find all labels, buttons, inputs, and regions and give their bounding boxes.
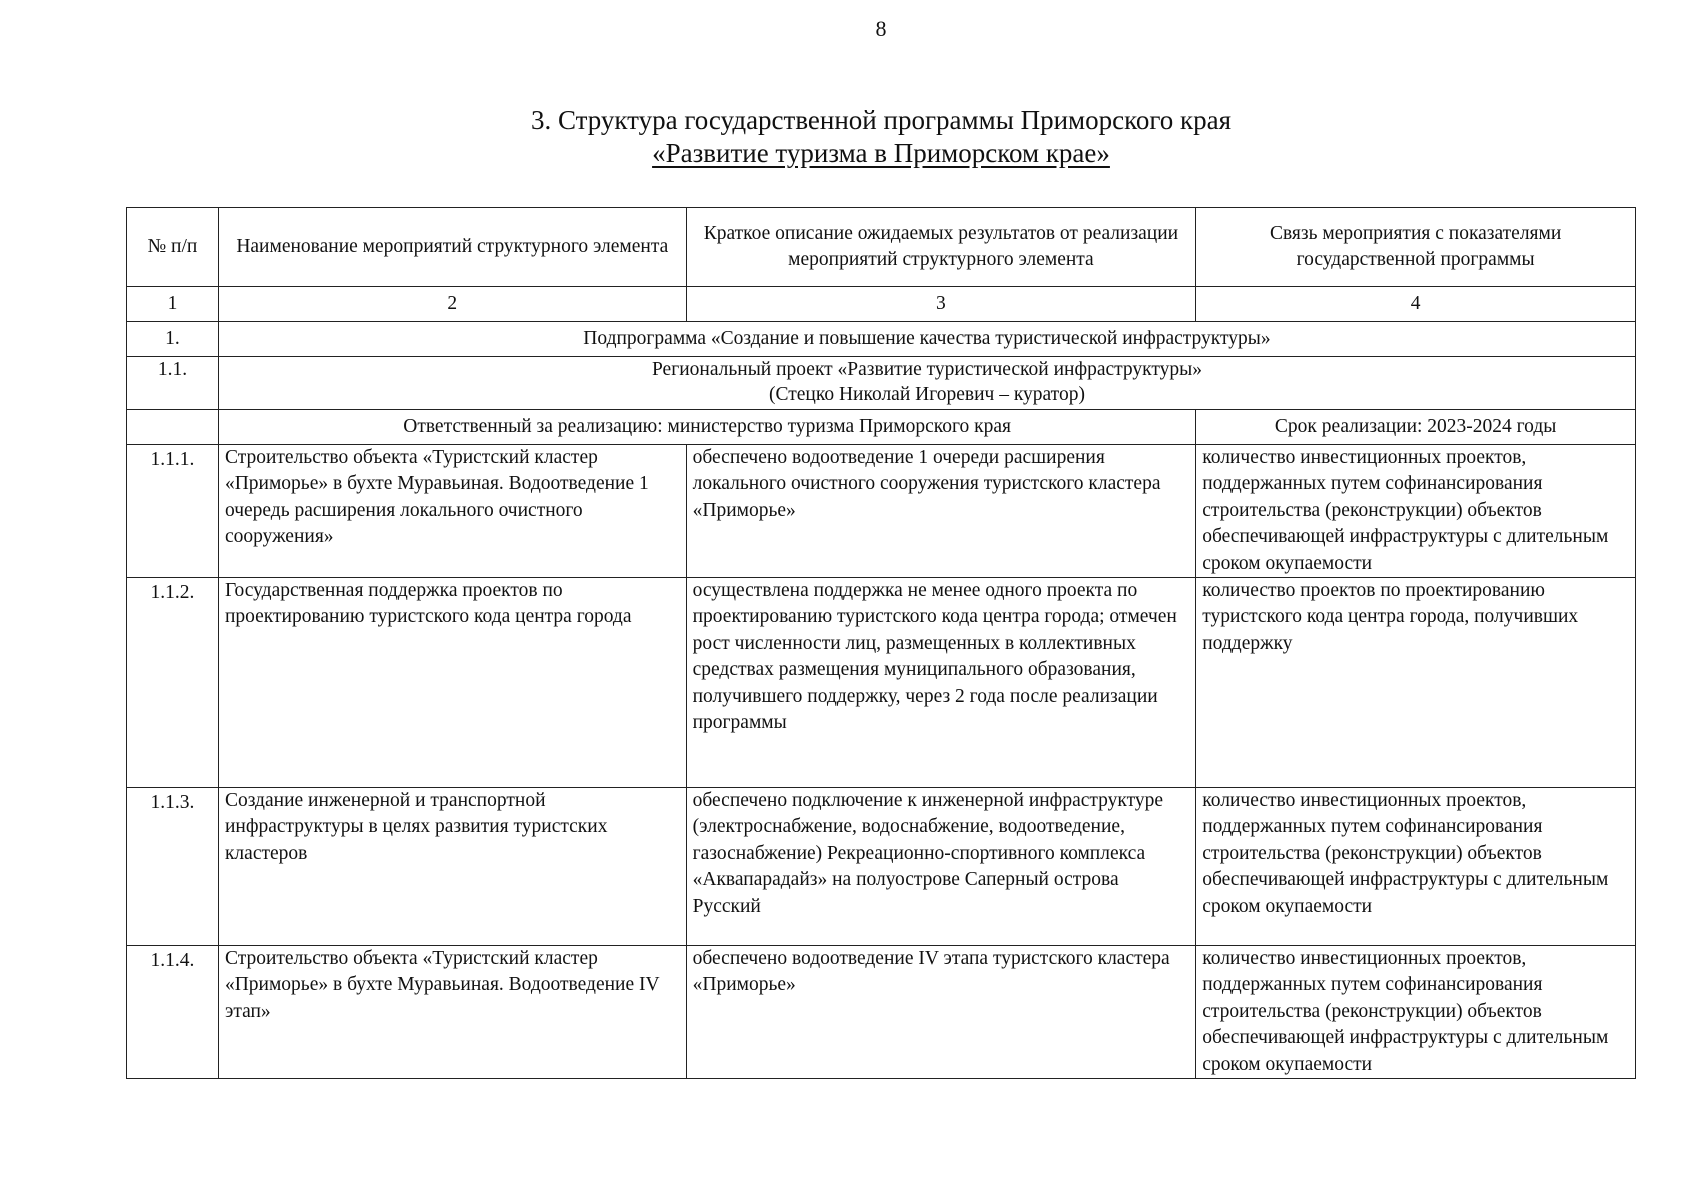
column-number: 2 — [218, 287, 686, 322]
column-number: 4 — [1196, 287, 1636, 322]
term-text: Срок реализации: 2023-2024 годы — [1196, 410, 1636, 445]
empty-cell — [127, 410, 219, 445]
column-number: 1 — [127, 287, 219, 322]
table-row — [127, 445, 1636, 578]
section-num: 1. — [127, 322, 219, 357]
page-number: 8 — [875, 16, 887, 41]
row-num: 1.1.3. — [127, 788, 219, 946]
row-name: Строительство объекта «Туристский кластер «Приморье» в бухте Муравьиная. Водоотведение 1 очередь расширения локального очистного сооружения» — [218, 445, 686, 578]
table-row — [127, 578, 1636, 788]
document-title — [0, 104, 1702, 170]
project-title — [218, 357, 1635, 410]
program-structure-table — [126, 207, 1636, 1079]
project-row — [127, 357, 1636, 410]
header-name: Наименование мероприятий структурного элемента — [218, 208, 686, 287]
row-link: количество инвестиционных проектов, поддержанных путем софинансирования строительства (реконструкции) объектов обеспечивающей инфраструктуры с длительным сроком окупаемости — [1196, 946, 1636, 1079]
row-link: количество проектов по проектированию туристского кода центра города, получивших поддержку — [1196, 578, 1636, 788]
row-num: 1.1.4. — [127, 946, 219, 1079]
column-number-row — [127, 287, 1636, 322]
row-name: Государственная поддержка проектов по проектированию туристского кода центра города — [218, 578, 686, 788]
section-title: Подпрограмма «Создание и повышение качества туристической инфраструктуры» — [218, 322, 1635, 357]
header-link: Связь мероприятия с показателями государственной программы — [1196, 208, 1636, 287]
row-link: количество инвестиционных проектов, поддержанных путем софинансирования строительства (реконструкции) объектов обеспечивающей инфраструктуры с длительным сроком окупаемости — [1196, 788, 1636, 946]
responsible-row — [127, 410, 1636, 445]
row-result: осуществлена поддержка не менее одного проекта по проектированию туристского кода центра города; отмечен рост численности лиц, размещенных в коллективных средствах размещения муниципального образования, получившего поддержку, через 2 года после реализации программы — [686, 578, 1196, 788]
project-curator: (Стецко Николай Игоревич – куратор) — [768, 384, 1085, 405]
row-num: 1.1.2. — [127, 578, 219, 788]
column-number: 3 — [686, 287, 1196, 322]
row-result: обеспечено водоотведение 1 очереди расширения локального очистного сооружения туристского кластера «Приморье» — [686, 445, 1196, 578]
row-result: обеспечено подключение к инженерной инфраструктуре (электроснабжение, водоснабжение, водоотведение, газоснабжение) Рекреационно-спортивного комплекса «Аквапарадайз» на полуострове Саперный острова Русский — [686, 788, 1196, 946]
title-line-2: «Развитие туризма в Приморском крае» — [652, 138, 1110, 168]
row-link: количество инвестиционных проектов, поддержанных путем софинансирования строительства (реконструкции) объектов обеспечивающей инфраструктуры с длительным сроком окупаемости — [1196, 445, 1636, 578]
row-name: Строительство объекта «Туристский кластер «Приморье» в бухте Муравьиная. Водоотведение IV этап» — [218, 946, 686, 1079]
row-name: Создание инженерной и транспортной инфраструктуры в целях развития туристских кластеров — [218, 788, 686, 946]
row-result: обеспечено водоотведение IV этапа туристского кластера «Приморье» — [686, 946, 1196, 1079]
header-num: № п/п — [127, 208, 219, 287]
project-num: 1.1. — [127, 357, 219, 410]
responsible-text: Ответственный за реализацию: министерство туризма Приморского края — [218, 410, 1195, 445]
table-row — [127, 946, 1636, 1079]
project-title-line-1: Региональный проект «Развитие туристической инфраструктуры» — [651, 359, 1202, 380]
row-num: 1.1.1. — [127, 445, 219, 578]
section-row — [127, 322, 1636, 357]
title-line-1: 3. Структура государственной программы Приморского края — [530, 105, 1232, 135]
header-row — [127, 208, 1636, 287]
table-row — [127, 788, 1636, 946]
header-result: Краткое описание ожидаемых результатов от реализации мероприятий структурного элемента — [686, 208, 1196, 287]
